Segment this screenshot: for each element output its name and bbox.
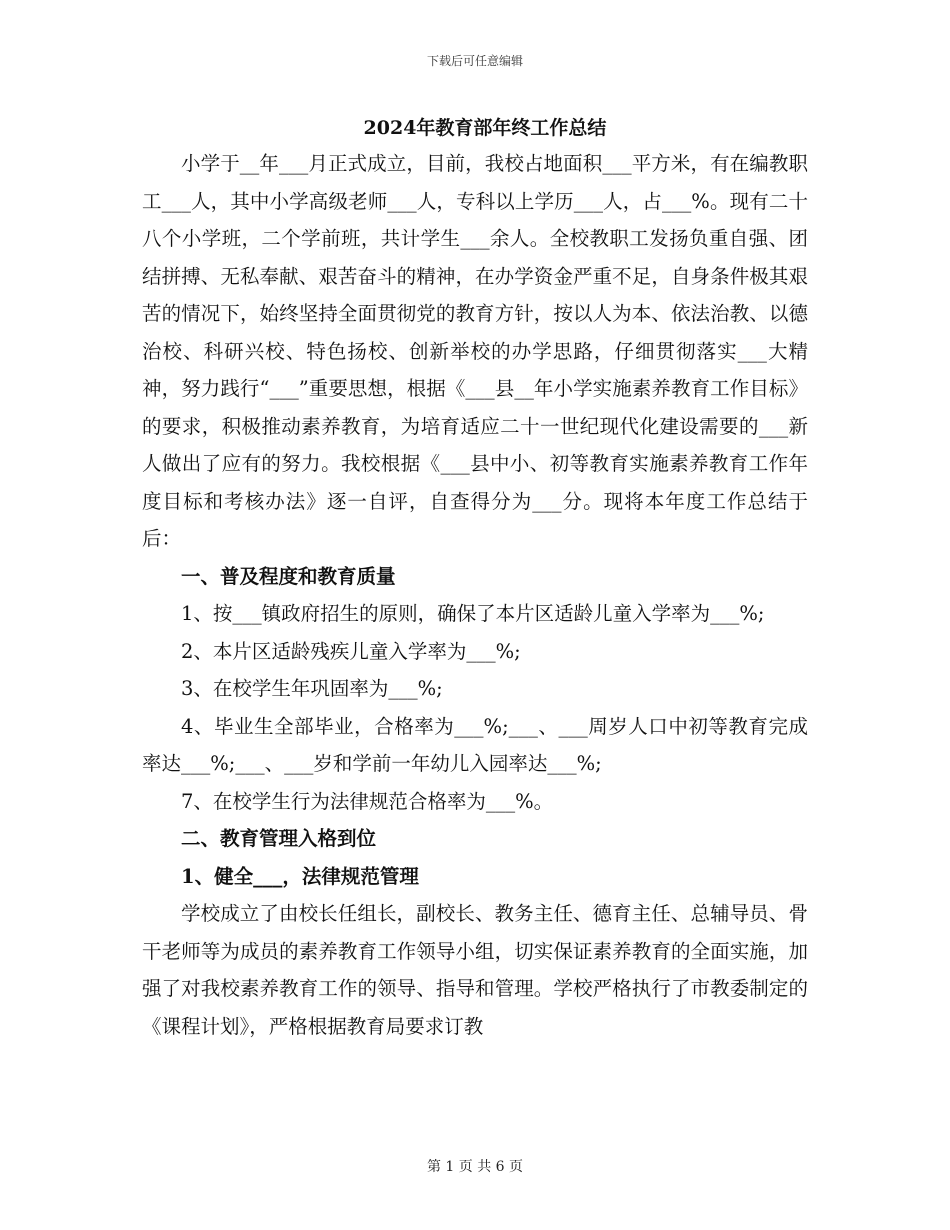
document-title: 2024年教育部年终工作总结 xyxy=(363,117,607,139)
page-header: 下载后可任意编辑 xyxy=(426,54,523,68)
document-body xyxy=(142,113,808,1045)
section1-heading: 一、普及程度和教育质量 xyxy=(181,564,396,588)
section1-item: 3、在校学生年巩固率为___%; xyxy=(181,677,443,700)
section1-item: 7、在校学生行为法律规范合格率为___%。 xyxy=(181,789,554,813)
page-footer: 第 1 页 共 6 页 xyxy=(426,1159,524,1175)
section2-heading: 二、教育管理入格到位 xyxy=(181,827,377,850)
section2-paragraph: 学校成立了由校长任组长，副校长、教务主任、德育主任、总辅导员、骨干老师等为成员的素养教育工作领导小组，切实保证素养教育的全面实施，加强了对我校素养教育工作的领导、指导和管理。学校严格执行了市教委制定的《课程计划》，严格根据教育局要求订教 xyxy=(142,902,808,1038)
section1-item: 4、毕业生全部毕业，合格率为___%;___、___周岁人口中初等教育完成率达___%;___、___岁和学前一年幼儿入园率达___%; xyxy=(142,714,808,775)
section1-item: 1、按___镇政府招生的原则，确保了本片区适龄儿童入学率为___%; xyxy=(181,602,765,625)
section1-item: 2、本片区适龄残疾儿童入学率为___%; xyxy=(181,639,521,663)
intro-paragraph: 小学于__年___月正式成立，目前，我校占地面积___平方米，有在编教职工___人，其中小学高级老师___人，专科以上学历___人，占___%。现有二十八个小学班，二个学前班，共计学生___余人。全校教职工发扬负重自强、团结拼搏、无私奉献、艰苦奋斗的精神，在办学资金严重不足，自身条件极其艰苦的情况下，始终坚持全面贯彻党的教育方针，按以人为本、依法治教、以德治校、科研兴校、特色扬校、创新举校的办学思路，仔细贯彻落实___大精神，努力践行“___”重要思想，根据《___县__年小学实施素养教育工作目标》的要求，积极推动素养教育，为培育适应二十一世纪现代化建设需要的___新人做出了应有的努力。我校根据《___县中小、初等教育实施素养教育工作年度目标和考核办法》逐一自评，自查得分为___分。现将本年度工作总结于后： xyxy=(142,152,808,550)
section2-subheading: 1、健全___，法律规范管理 xyxy=(181,864,419,888)
